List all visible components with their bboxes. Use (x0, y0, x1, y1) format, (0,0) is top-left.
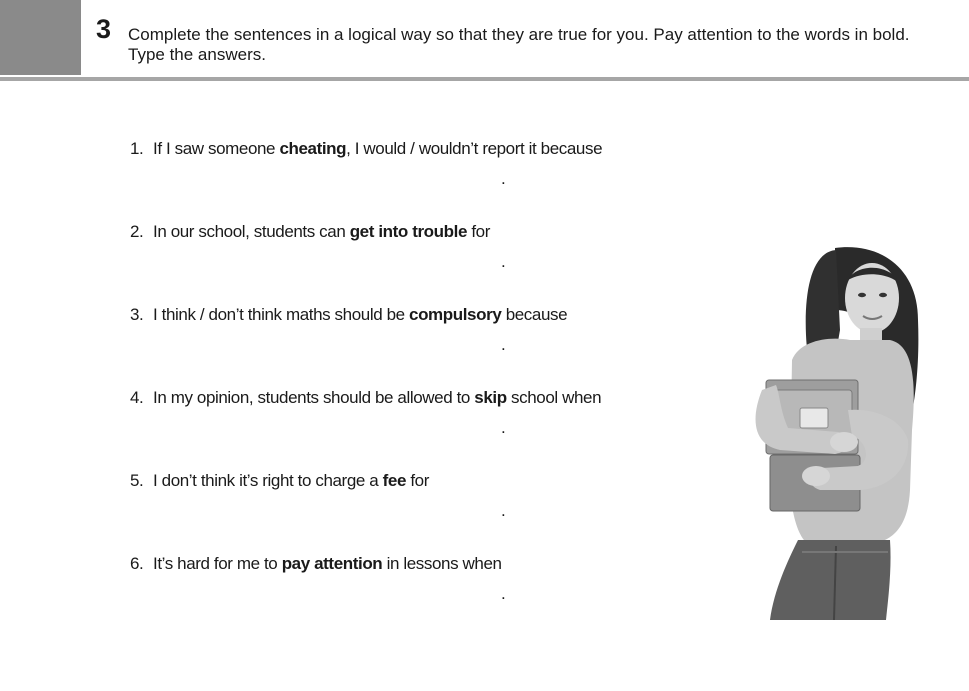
sentence-prompt (130, 388, 601, 408)
student-photo (740, 240, 930, 620)
sentence-prompt (130, 305, 567, 325)
item-number: 5. (130, 471, 144, 490)
answer-blank[interactable]: . (501, 252, 506, 271)
sentence-item-6 (130, 554, 730, 637)
sentence-item-1 (130, 139, 730, 222)
sentence-prompt (130, 139, 602, 159)
key-phrase: compulsory (409, 305, 502, 324)
prompt-text: I think / don’t think maths should be (153, 305, 410, 324)
key-phrase: cheating (279, 139, 347, 158)
prompt-text: school when (506, 388, 602, 407)
header-divider (0, 77, 969, 81)
prompt-text: It’s hard for me to (153, 554, 282, 573)
prompt-text: because (501, 305, 568, 324)
answer-blank[interactable]: . (501, 418, 506, 437)
prompt-text: , I would / wouldn’t report it because (346, 139, 603, 158)
key-phrase: skip (474, 388, 507, 407)
sentence-prompt (130, 554, 502, 574)
exercise-instructions: Complete the sentences in a logical way so that they are true for you. Pay attention to the words in bold. Type the answers. (128, 25, 910, 64)
sentence-prompt (130, 471, 429, 491)
sentence-item-2 (130, 222, 730, 305)
key-phrase: pay attention (281, 554, 383, 573)
exercise-number: 3 (96, 14, 112, 44)
sentence-item-3 (130, 305, 730, 388)
prompt-text: In our school, students can (153, 222, 350, 241)
prompt-text: in lessons when (382, 554, 502, 573)
item-number: 3. (130, 305, 144, 324)
sentence-item-5 (130, 471, 730, 554)
sentence-prompt (130, 222, 490, 242)
sentence-list (130, 139, 730, 637)
key-phrase: get into trouble (349, 222, 468, 241)
prompt-text: for (467, 222, 490, 241)
sentence-item-4 (130, 388, 730, 471)
prompt-text: If I saw someone (153, 139, 280, 158)
item-number: 1. (130, 139, 144, 158)
item-number: 4. (130, 388, 144, 407)
answer-blank[interactable]: . (501, 584, 506, 603)
header-corner-block (0, 0, 81, 75)
key-phrase: fee (382, 471, 407, 490)
prompt-text: I don’t think it’s right to charge a (153, 471, 383, 490)
answer-blank[interactable]: . (501, 501, 506, 520)
item-number: 6. (130, 554, 144, 573)
answer-blank[interactable]: . (501, 169, 506, 188)
prompt-text: In my opinion, students should be allowed to (153, 388, 475, 407)
prompt-text: for (406, 471, 429, 490)
answer-blank[interactable]: . (501, 335, 506, 354)
item-number: 2. (130, 222, 144, 241)
exercise-header (0, 0, 969, 84)
